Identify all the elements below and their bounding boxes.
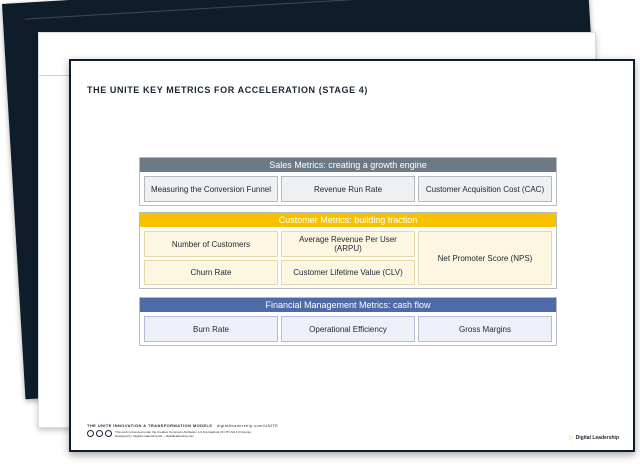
sales-metrics-header: Sales Metrics: creating a growth engine	[140, 158, 556, 172]
creative-commons-icons	[87, 430, 112, 437]
metric-operational-efficiency: Operational Efficiency	[281, 316, 415, 342]
metric-cac: Customer Acquisition Cost (CAC)	[418, 176, 552, 202]
footer-series	[87, 423, 278, 428]
footer-designed-by: Designed by: Digital Leadership AG – digitalleadership.com	[115, 434, 194, 438]
footer-license	[115, 430, 315, 438]
footer-license-text: This work is licensed under the Creative Commons Attribution 4.0 International (CC BY-SA 4.0) license.	[115, 430, 252, 434]
front-sheet	[69, 59, 635, 452]
financial-metrics-panel	[139, 297, 557, 346]
customer-metrics-header: Customer Metrics: building traction	[140, 213, 556, 227]
footer-url: digitalleadership.com/UNITE	[216, 423, 279, 428]
footer	[87, 423, 279, 438]
footer-series-title: THE UNITE INNOVATION & TRANSFORMATION MODELS	[87, 423, 213, 428]
metric-gross-margins: Gross Margins	[418, 316, 552, 342]
brand	[569, 434, 619, 441]
financial-metrics-header: Financial Management Metrics: cash flow	[140, 298, 556, 312]
sales-metrics-panel	[139, 157, 557, 206]
metric-conversion-funnel: Measuring the Conversion Funnel	[144, 176, 278, 202]
metric-nps: Net Promoter Score (NPS)	[418, 231, 552, 285]
metric-burn-rate: Burn Rate	[144, 316, 278, 342]
metric-clv: Customer Lifetime Value (CLV)	[281, 260, 415, 285]
page-title: THE UNITE KEY METRICS FOR ACCELERATION (STAGE 4)	[87, 85, 368, 95]
metric-revenue-run-rate: Revenue Run Rate	[281, 176, 415, 202]
digital-leadership-logo-icon: ▷	[569, 435, 574, 441]
by-icon	[96, 430, 103, 437]
metric-churn-rate: Churn Rate	[144, 260, 278, 285]
customer-metrics-panel	[139, 212, 557, 289]
metric-number-of-customers: Number of Customers	[144, 231, 278, 257]
sa-icon	[105, 430, 112, 437]
back-sheet-rule	[25, 0, 566, 20]
metric-arpu: Average Revenue Per User (ARPU)	[281, 231, 415, 257]
cc-icon	[87, 430, 94, 437]
brand-name: Digital Leadership	[575, 434, 619, 441]
